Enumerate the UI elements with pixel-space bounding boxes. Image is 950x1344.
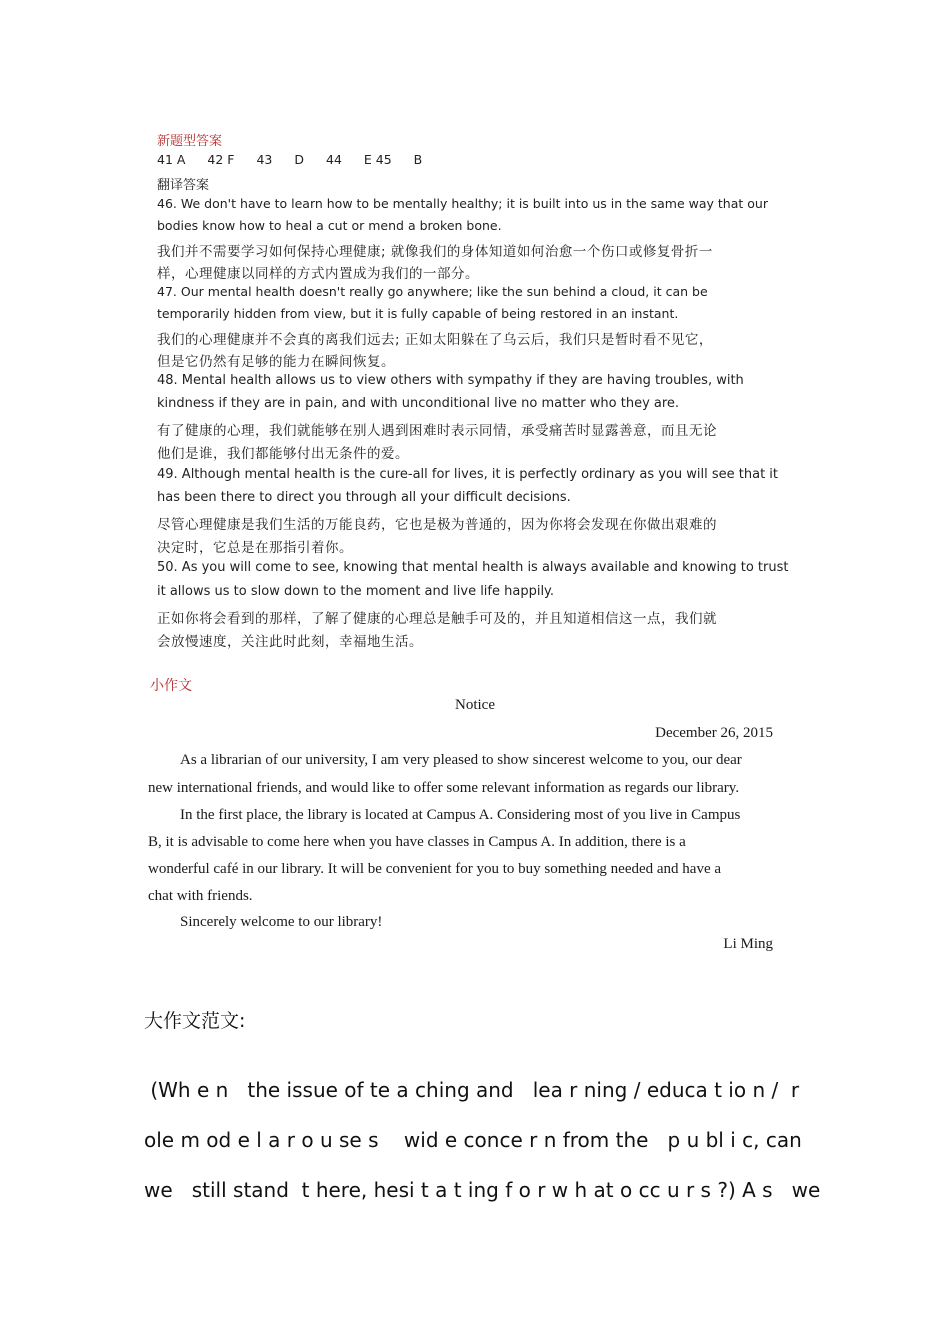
new-type-answer-heading: 新题型答案 xyxy=(157,134,223,149)
big-essay-line: (Wh e n the issue of te a ching and lea r ning / educa t io n / r xyxy=(144,1078,800,1102)
small-essay-heading: 小作文 xyxy=(150,678,192,694)
translation-48-en-1: 48. Mental health allows us to view others with sympathy if they are having troubles, with xyxy=(157,373,744,388)
notice-closing: Sincerely welcome to our library! xyxy=(180,914,383,930)
translation-50-cn-1: 正如你将会看到的那样，了解了健康的心理总是触手可及的，并且知道相信这一点，我们就 xyxy=(157,611,717,627)
notice-paragraph-line: B, it is advisable to come here when you have classes in Campus A. In addition, there is a xyxy=(148,834,686,850)
big-essay-heading: 大作文范文: xyxy=(144,1010,246,1032)
notice-paragraph-line: chat with friends. xyxy=(148,888,253,904)
notice-signature: Li Ming xyxy=(723,936,773,952)
notice-paragraph-line: In the first place, the library is located at Campus A. Considering most of you live in Campus xyxy=(180,807,741,823)
answer-42: 42 F xyxy=(207,152,235,167)
notice-title: Notice xyxy=(455,697,495,713)
translation-47-en-2: temporarily hidden from view, but it is fully capable of being restored in an instant. xyxy=(157,306,679,321)
translation-50-en-1: 50. As you will come to see, knowing that mental health is always available and knowing to trust xyxy=(157,560,789,575)
answer-row xyxy=(157,152,440,167)
big-essay-line: ole m od e l a r o u se s wid e concе r n from the p u bl i c, can xyxy=(144,1128,802,1152)
translation-heading: 翻译答案 xyxy=(157,178,210,193)
answer-43-label: 43 xyxy=(256,152,273,167)
translation-49-en-2: has been there to direct you through all your difficult decisions. xyxy=(157,490,571,505)
big-essay-line: we still stand t here, hesi t a t ing f o r w h at o cc u r s ?) A s we xyxy=(144,1178,821,1202)
translation-46-cn-2: 样，心理健康以同样的方式内置成为我们的一部分。 xyxy=(157,266,479,282)
translation-47-cn-1: 我们的心理健康并不会真的离我们远去; 正如太阳躲在了乌云后，我们只是暂时看不见它， xyxy=(157,332,713,348)
notice-date: December 26, 2015 xyxy=(655,725,773,741)
translation-49-en-1: 49. Although mental health is the cure-all for lives, it is perfectly ordinary as you will see that it xyxy=(157,467,779,482)
translation-48-cn-1: 有了健康的心理，我们就能够在别人遇到困难时表示同情，承受痛苦时显露善意，而且无论 xyxy=(157,423,717,439)
notice-paragraph-line: As a librarian of our university, I am very pleased to show sincerest welcome to you, our dear xyxy=(180,752,742,768)
translation-49-cn-1: 尽管心理健康是我们生活的万能良药，它也是极为普通的，因为你将会发现在你做出艰难的 xyxy=(157,517,717,533)
answer-44-45: E 45 xyxy=(363,152,392,167)
translation-48-cn-2: 他们是谁，我们都能够付出无条件的爱。 xyxy=(157,446,409,462)
translation-46-cn-1: 我们并不需要学习如何保持心理健康; 就像我们的身体知道如何治愈一个伤口或修复骨折一 xyxy=(157,244,713,260)
translation-46-en-2: bodies know how to heal a cut or mend a broken bone. xyxy=(157,218,502,233)
answer-41: 41 A xyxy=(157,152,186,167)
translation-47-en-1: 47. Our mental health doesn't really go anywhere; like the sun behind a cloud, it can be xyxy=(157,284,708,299)
answer-43-value: D xyxy=(294,152,305,167)
translation-46-en-1: 46. We don't have to learn how to be mentally healthy; it is built into us in the same way that our xyxy=(157,196,768,211)
translation-48-en-2: kindness if they are in pain, and with unconditional live no matter who they are. xyxy=(157,396,680,411)
answer-45-value: B xyxy=(413,152,423,167)
translation-49-cn-2: 决定时，它总是在那指引着你。 xyxy=(157,540,353,556)
answer-44-label: 44 xyxy=(326,152,342,167)
notice-paragraph-line: new international friends, and would like to offer some relevant information as regards our library. xyxy=(148,780,740,796)
translation-50-en-2: it allows us to slow down to the moment and live life happily. xyxy=(157,584,555,599)
translation-47-cn-2: 但是它仍然有足够的能力在瞬间恢复。 xyxy=(157,354,395,370)
translation-50-cn-2: 会放慢速度，关注此时此刻，幸福地生活。 xyxy=(157,634,423,650)
notice-paragraph-line: wonderful café in our library. It will be convenient for you to buy something needed and have a xyxy=(148,861,722,877)
